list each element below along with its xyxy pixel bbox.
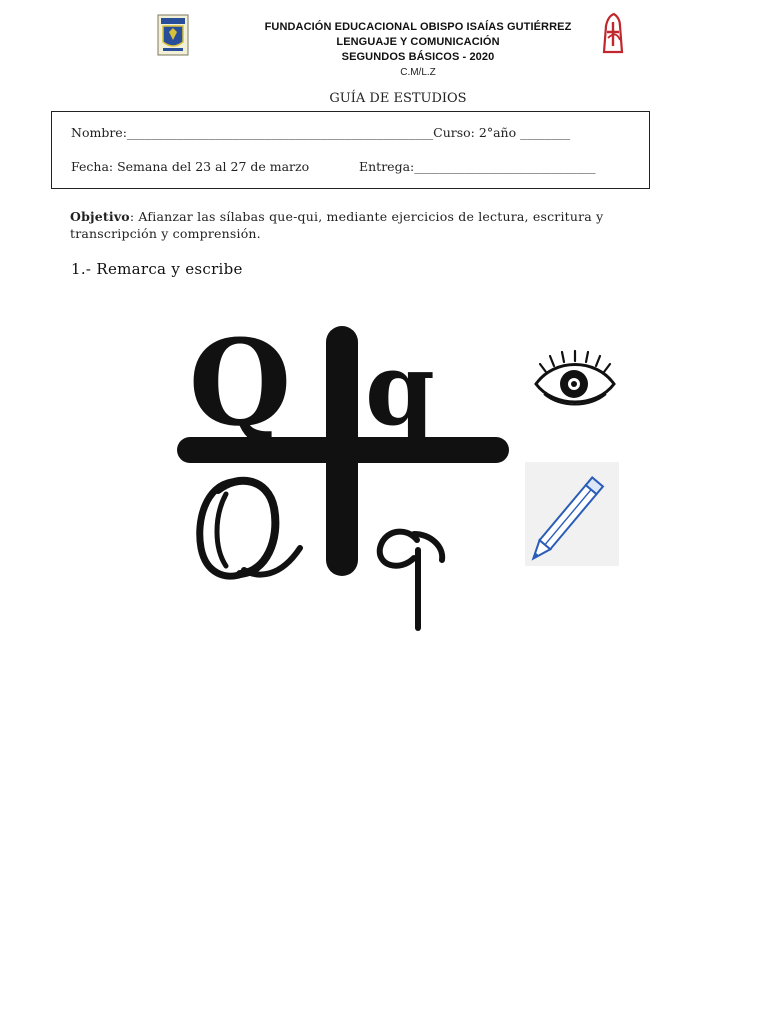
subject-name: LENGUAJE Y COMUNICACIÓN [336,36,500,48]
eye-icon [530,350,620,420]
print-uppercase-q: Q [188,313,292,452]
cursive-uppercase-q [200,481,300,576]
institution-name: FUNDACIÓN EDUCACIONAL OBISPO ISAÍAS GUTIÉRREZ [264,21,572,33]
delivery-label: Entrega: [359,159,415,174]
print-lowercase-q: q [365,330,435,448]
teacher-initials: C.M/L.Z [400,67,436,78]
objective-label: Objetivo [70,209,130,224]
name-label: Nombre: [71,125,127,140]
delivery-line: _____________________________ [414,159,596,174]
date-label: Fecha: Semana del 23 al 27 de marzo [71,159,310,174]
course-label: Curso: 2°año ________ [433,125,571,140]
cursive-lowercase-q [380,532,442,628]
objective-body: : Afianzar las sílabas que-qui, mediante ejercicios de lectura, escritura y transcripción y comprensión. [70,209,604,241]
name-line: _________________________________________________ [126,125,434,140]
course-level: SEGUNDOS BÁSICOS - 2020 [341,51,495,63]
exercise-heading: 1.- Remarca y escribe [71,260,243,278]
pencil-icon [525,462,619,566]
page-title: GUÍA DE ESTUDIOS [329,91,467,106]
